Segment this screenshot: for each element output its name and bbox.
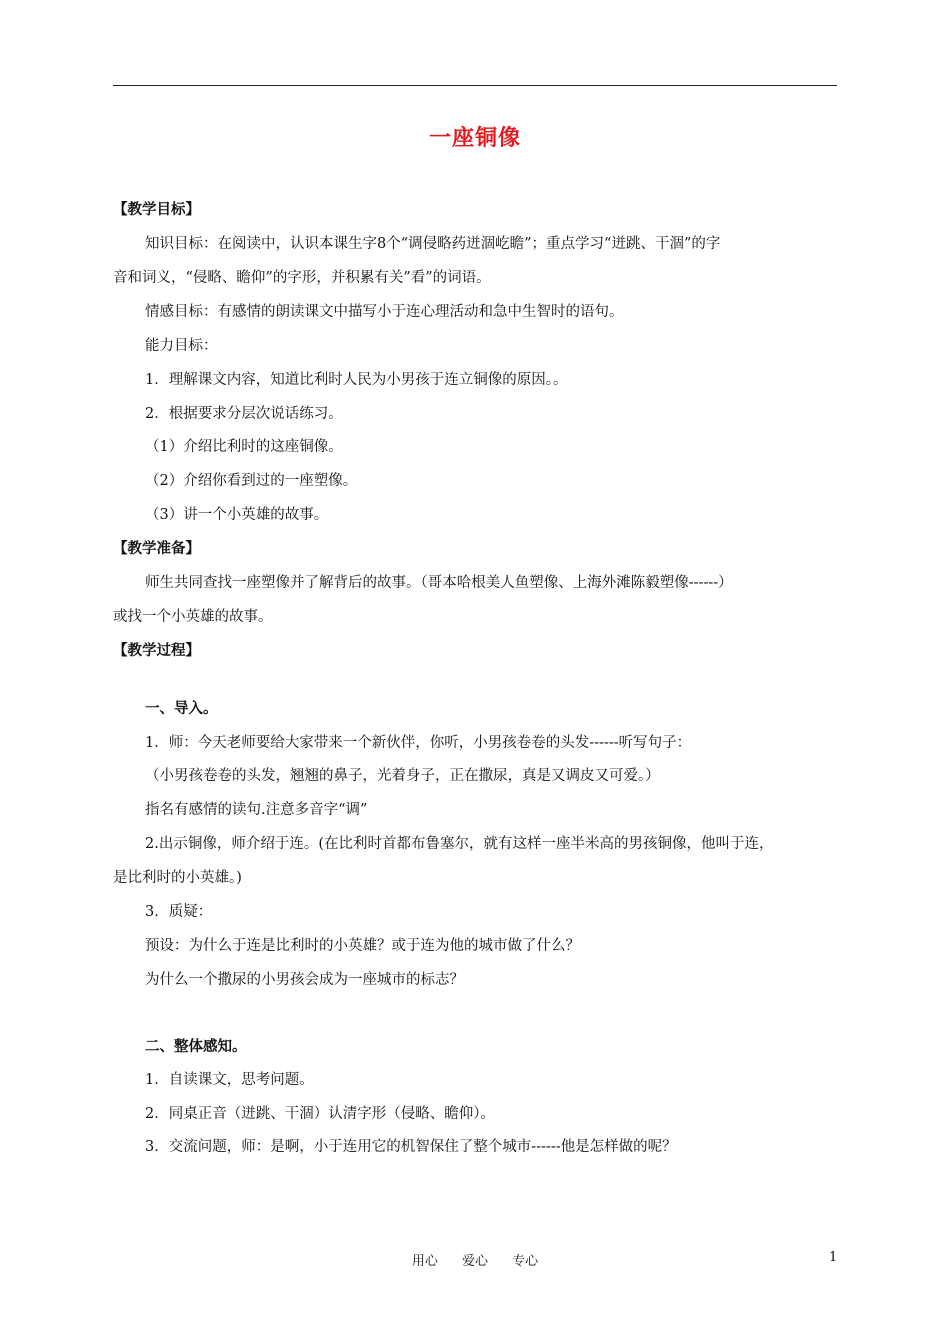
goals-emotion: 情感目标：有感情的朗读课文中描写小于连心理活动和急中生智时的语句。 <box>145 304 624 320</box>
part1-line6: 预设：为什么于连是比利时的小英雄？或于连为他的城市做了什么？ <box>145 938 580 954</box>
part1-line1: 1．师：今天老师要给大家带来一个新伙伴，你听，小男孩卷卷的头发------听写句子： <box>145 735 692 751</box>
part1-line7: 为什么一个撒尿的小男孩会成为一座城市的标志？ <box>145 972 464 988</box>
page-number: 1 <box>829 1250 838 1265</box>
part2-line2: 2．同桌正音（迸跳、干涸）认清字形（侵略、瞻仰）。 <box>145 1106 495 1122</box>
part1-line3: 指名有感情的读句.注意多音字“调” <box>145 802 368 818</box>
part1-line4b: 是比利时的小英雄。) <box>113 870 242 886</box>
footer-motto-3: 专心 <box>512 1254 539 1269</box>
footer-motto-1: 用心 <box>411 1254 438 1269</box>
goals-heading: 【教学目标】 <box>113 202 200 218</box>
goals-item-2: 2．根据要求分层次说话练习。 <box>145 406 343 422</box>
prep-line1: 师生共同查找一座塑像并了解背后的故事。（哥本哈根美人鱼塑像、上海外滩陈毅塑像------） <box>145 575 733 591</box>
page-footer <box>0 1250 950 1269</box>
goals-knowledge-line2: 音和词义，“侵略、瞻仰”的字形，并积累有关”看”的词语。 <box>113 270 491 286</box>
document-title: 一座铜像 <box>428 126 521 151</box>
part1-line5: 3．质疑： <box>145 904 213 920</box>
part2-line3: 3．交流问题，师：是啊，小于连用它的机智保住了整个城市------他是怎样做的呢？ <box>145 1139 677 1155</box>
part1-heading: 一、导入。 <box>145 701 218 717</box>
goals-item-1: 1．理解课文内容，知道比利时人民为小男孩于连立铜像的原因。。 <box>145 372 568 388</box>
part2-line1: 1．自读课文，思考问题。 <box>145 1072 314 1088</box>
goals-sub-2: （2）介绍你看到过的一座塑像。 <box>145 473 358 489</box>
part1-line4a: 2.出示铜像，师介绍于连。(在比利时首都布鲁塞尔，就有这样一座半米高的男孩铜像，他叫于连， <box>145 836 774 852</box>
prep-heading: 【教学准备】 <box>113 541 200 557</box>
goals-sub-1: （1）介绍比利时的这座铜像。 <box>145 439 343 455</box>
prep-line2: 或找一个小英雄的故事。 <box>113 609 273 625</box>
part2-heading: 二、整体感知。 <box>145 1039 247 1055</box>
goals-ability: 能力目标： <box>145 338 218 354</box>
goals-knowledge-line1: 知识目标：在阅读中，认识本课生字8个“调侵略药迸涸屹瞻”；重点学习“迸跳、干涸”的字 <box>145 236 721 252</box>
part1-line2: （小男孩卷卷的头发，翘翘的鼻子，光着身子，正在撒尿，真是又调皮又可爱。） <box>145 768 660 784</box>
footer-motto-2: 爱心 <box>461 1254 488 1269</box>
header-rule <box>113 85 837 86</box>
goals-sub-3: （3）讲一个小英雄的故事。 <box>145 507 329 523</box>
process-heading: 【教学过程】 <box>113 643 200 659</box>
